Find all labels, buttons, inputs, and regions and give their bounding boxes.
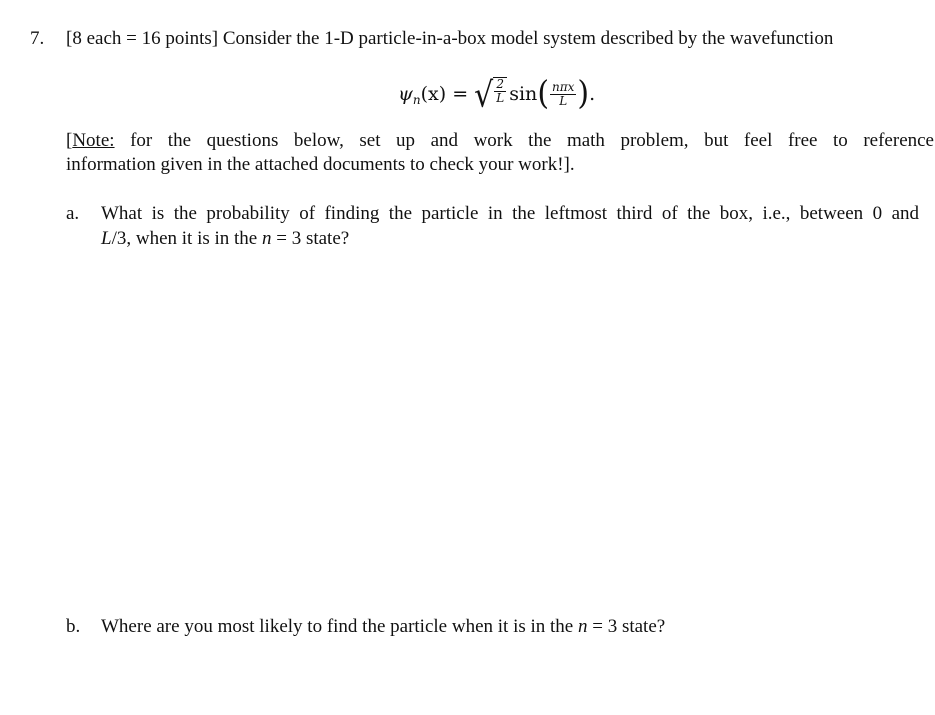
sqrt-sign: √: [474, 75, 494, 116]
sqrt-numerator: 2: [496, 77, 505, 91]
part-b-label: b.: [66, 616, 81, 637]
part-a-line-1: What is the probability of finding the particle in the leftmost third of the box, i.e., between 0 and: [101, 203, 919, 224]
part-a-italic-n: n: [261, 228, 272, 249]
part-a-line-2-mid: /3, when it is in the: [111, 228, 262, 249]
close-paren: ): [577, 74, 590, 113]
sqrt-denominator: L: [496, 91, 505, 105]
part-b-question: [101, 616, 665, 638]
question-number: 7.: [30, 28, 45, 49]
sin-arg-numerator: nπx: [552, 79, 575, 94]
note-label: Note:: [72, 130, 115, 151]
part-b-text-end: = 3 state?: [587, 616, 666, 637]
psi-subscript: n: [412, 93, 421, 107]
sqrt-fraction: [494, 78, 506, 105]
note-line-1: [66, 130, 934, 152]
sin-arg-denominator: L: [559, 93, 568, 108]
sin-function: sin: [509, 83, 538, 105]
open-paren: (: [537, 74, 550, 113]
sqrt-body: [493, 77, 507, 105]
wavefunction-equation: [398, 70, 595, 118]
sqrt-term: [474, 75, 507, 116]
note-line-2: information given in the attached documents to check your work!].: [66, 154, 575, 175]
part-a-line-2: [101, 228, 349, 250]
part-a-italic-L: L: [101, 228, 112, 249]
psi-symbol: ψ: [398, 83, 413, 105]
question-header: [8 each = 16 points] Consider the 1-D particle-in-a-box model system described by the wavefunction: [66, 28, 834, 49]
sin-arg-fraction: [550, 81, 576, 108]
equation-lhs-arg: (x) =: [420, 83, 469, 105]
part-a-label: a.: [66, 203, 80, 224]
note-line-1-text: for the questions below, set up and work the math problem, but feel free to reference: [114, 130, 934, 151]
part-b-text-start: Where are you most likely to find the particle when it is in the: [101, 616, 578, 637]
part-b-italic-n: n: [577, 616, 588, 637]
part-a-line-2-end: = 3 state?: [271, 228, 350, 249]
equation-end: .: [589, 83, 596, 105]
note-bracket: [: [66, 130, 73, 151]
